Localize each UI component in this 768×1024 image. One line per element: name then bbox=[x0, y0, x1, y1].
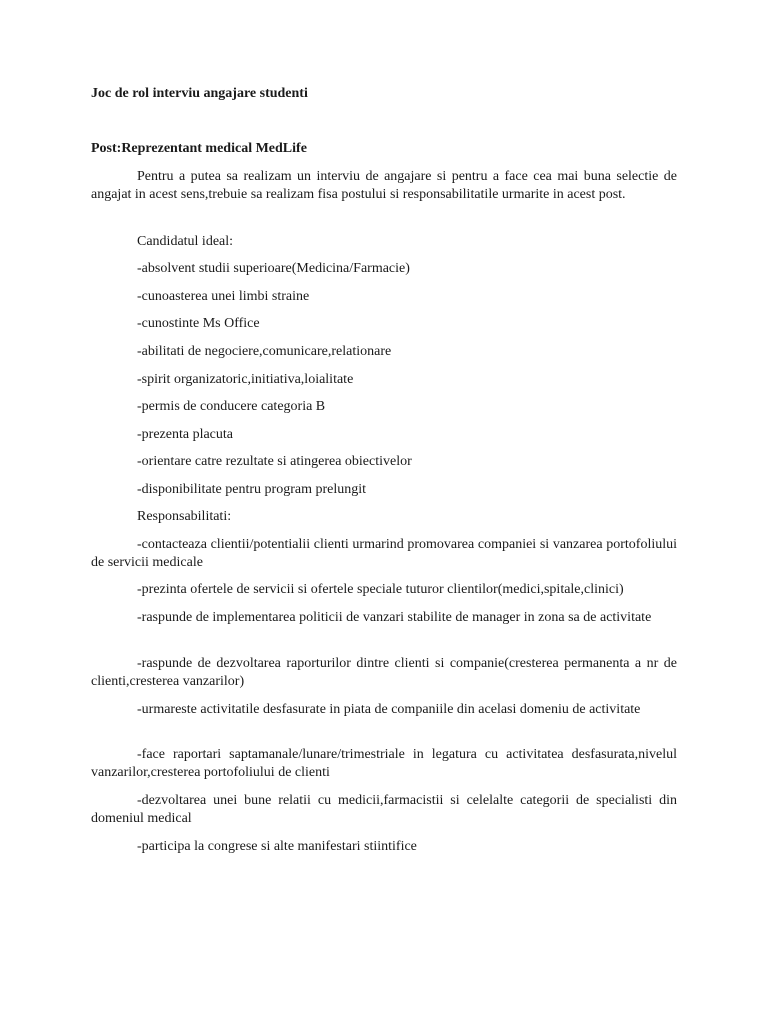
candidate-item: -cunostinte Ms Office bbox=[137, 316, 260, 331]
intro-paragraph: Pentru a putea sa realizam un interviu de angajare si pentru a face cea mai buna selectie de angajat in acest sens,trebuie sa realizam fisa postului si responsabilitatile urmarite in acest post. bbox=[91, 169, 677, 202]
responsibility-item: -contacteaza clientii/potentialii clienti urmarind promovarea companiei si vanzarea portofoliului de servicii medicale bbox=[91, 537, 677, 570]
responsibility-item: -dezvoltarea unei bune relatii cu medicii,farmacistii si celelalte categorii de specialisti din domeniul medical bbox=[91, 793, 677, 826]
candidate-item: -abilitati de negociere,comunicare,relationare bbox=[137, 344, 392, 359]
candidate-heading: Candidatul ideal: bbox=[137, 234, 234, 249]
document-title: Joc de rol interviu angajare studenti bbox=[91, 86, 308, 101]
candidate-item: -permis de conducere categoria B bbox=[137, 399, 326, 414]
candidate-item: -prezenta placuta bbox=[137, 427, 233, 442]
candidate-item: -cunoasterea unei limbi straine bbox=[137, 289, 310, 304]
responsibilities-heading: Responsabilitati: bbox=[137, 509, 232, 524]
responsibility-item: -raspunde de implementarea politicii de vanzari stabilite de manager in zona sa de activitate bbox=[137, 610, 652, 625]
candidate-item: -orientare catre rezultate si atingerea obiectivelor bbox=[137, 454, 412, 469]
responsibility-item: -urmareste activitatile desfasurate in piata de companiile din acelasi domeniu de activitate bbox=[137, 702, 641, 717]
responsibility-item: -raspunde de dezvoltarea raporturilor dintre clienti si companie(cresterea permanenta a nr de clienti,cresterea vanzarilor) bbox=[91, 656, 677, 689]
responsibility-item: -prezinta ofertele de servicii si ofertele speciale tuturor clientilor(medici,spitale,clinici) bbox=[137, 582, 624, 597]
candidate-item: -disponibilitate pentru program prelungit bbox=[137, 482, 367, 497]
candidate-item: -spirit organizatoric,initiativa,loialitate bbox=[137, 372, 354, 387]
candidate-item: -absolvent studii superioare(Medicina/Farmacie) bbox=[137, 261, 410, 276]
post-heading: Post:Reprezentant medical MedLife bbox=[91, 141, 307, 156]
responsibility-item: -face raportari saptamanale/lunare/trimestriale in legatura cu activitatea desfasurata,nivelul vanzarilor,cresterea portofoliului de clienti bbox=[91, 747, 677, 780]
responsibility-item: -participa la congrese si alte manifestari stiintifice bbox=[137, 839, 417, 854]
